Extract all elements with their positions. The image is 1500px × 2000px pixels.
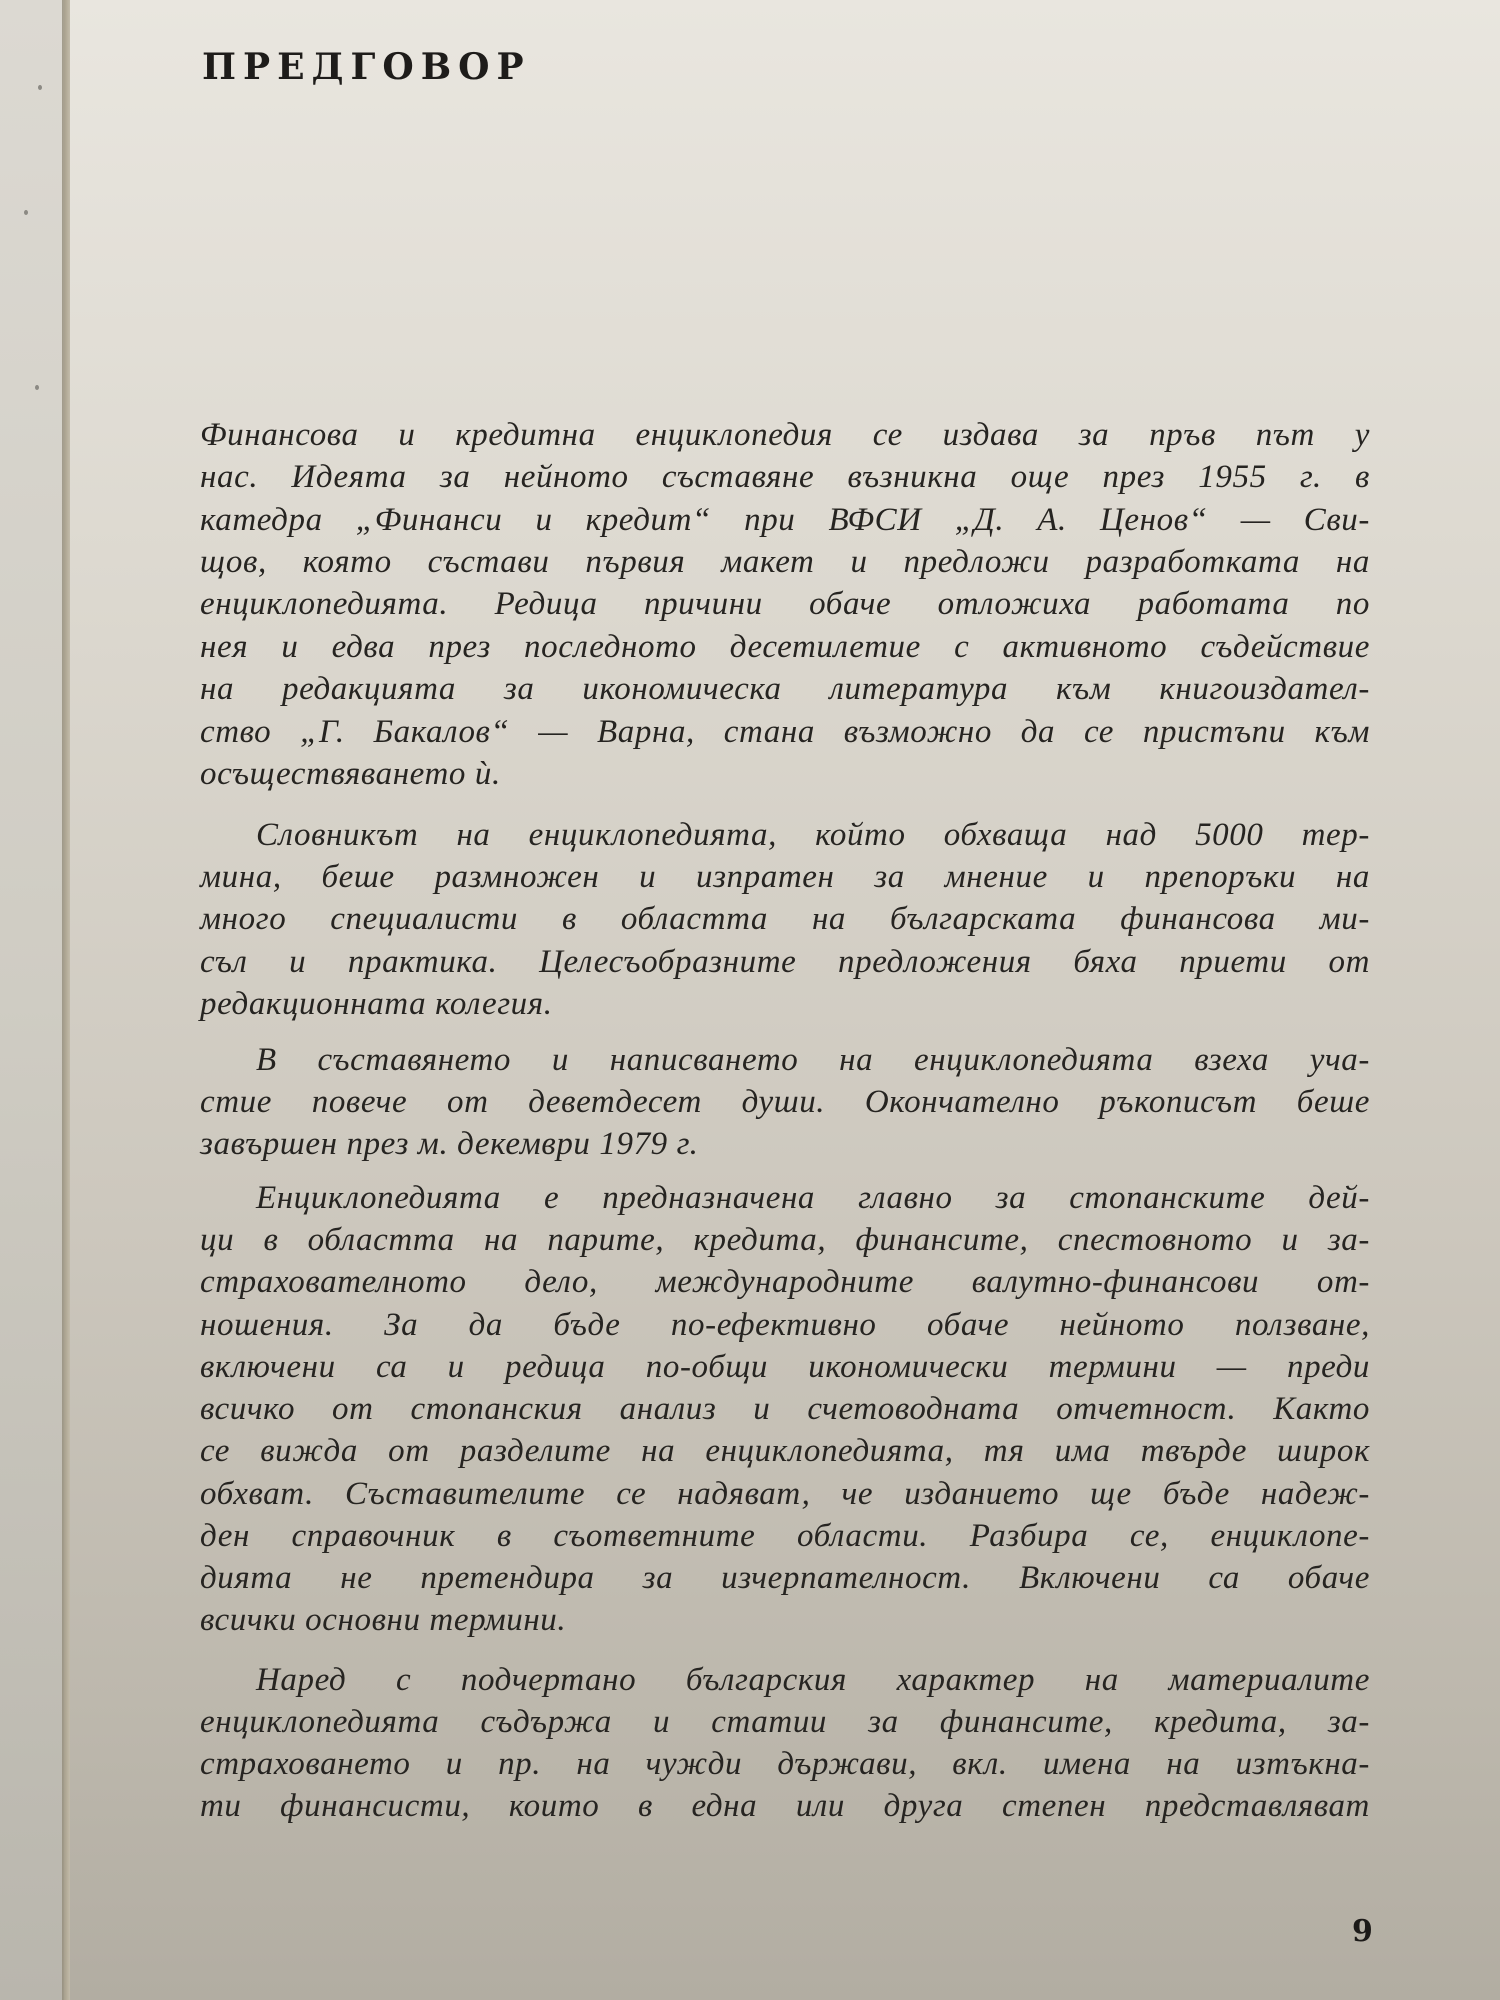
text-line: В съставянето и написването на енциклопедията взеха уча- [256, 1042, 1370, 1078]
text-line: всичко от стопанския анализ и счетоводната отчетност. Както [200, 1391, 1370, 1427]
text-line: стие повече от деветдесет души. Окончателно ръкописът беше [200, 1084, 1370, 1120]
text-line: ти финансисти, които в една или друга степен представляват [200, 1788, 1370, 1824]
text-line: ство „Г. Бакалов“ — Варна, стана възможно да се пристъпи към [200, 714, 1370, 750]
text-line: всички основни термини. [200, 1602, 567, 1638]
page-number: 9 [1352, 1914, 1373, 1949]
text-line: нас. Идеята за нейното съставяне възникна още през 1955 г. в [200, 459, 1370, 495]
text-line: на редакцията за икономическа литература към книгоиздател- [200, 671, 1370, 707]
text-line: се вижда от разделите на енциклопедията, тя има твърде широк [200, 1433, 1370, 1469]
text-line: страховането и пр. на чужди държави, вкл. имена на изтъкна- [200, 1746, 1370, 1782]
text-line: Финансова и кредитна енциклопедия се издава за пръв път у [200, 417, 1370, 453]
paper-speck [35, 385, 39, 390]
text-line: ден справочник в съответните области. Разбира се, енциклопе- [200, 1518, 1370, 1554]
text-line: щов, която състави първия макет и предложи разработката на [200, 544, 1370, 580]
paper-speck [24, 210, 28, 215]
page-title: ПРЕДГОВОР [202, 46, 531, 88]
text-line: мина, беше размножен и изпратен за мнение и препоръки на [200, 859, 1370, 895]
text-line: обхват. Съставителите се надяват, че изданието ще бъде надеж- [200, 1476, 1370, 1512]
text-line: страхователното дело, международните валутно-финансови от- [200, 1264, 1370, 1300]
text-line: включени са и редица по-общи икономически термини — преди [200, 1349, 1370, 1385]
text-line: енциклопедията съдържа и статии за финансите, кредита, за- [200, 1704, 1370, 1740]
text-line: завършен през м. декември 1979 г. [200, 1126, 699, 1162]
text-line: нея и едва през последното десетилетие с активното съдействие [200, 629, 1370, 665]
text-line: съл и практика. Целесъобразните предложения бяха приети от [200, 944, 1370, 980]
paper-speck [38, 85, 42, 90]
text-line: редакционната колегия. [200, 986, 553, 1022]
facing-page-edge [0, 0, 64, 2000]
text-line: дията не претендира за изчерпателност. Включени са обаче [200, 1560, 1370, 1596]
text-line: енциклопедията. Редица причини обаче отложиха работата по [200, 586, 1370, 622]
text-line: осъществяването ѝ. [200, 756, 501, 792]
text-line: катедра „Финанси и кредит“ при ВФСИ „Д. А. Ценов“ — Сви- [200, 502, 1370, 538]
text-line: ношения. За да бъде по-ефективно обаче нейното ползване, [200, 1307, 1370, 1343]
text-line: Наред с подчертано българския характер на материалите [256, 1662, 1370, 1698]
text-line: много специалисти в областта на българската финансова ми- [200, 901, 1370, 937]
text-line: Енциклопедията е предназначена главно за стопанските дей- [256, 1180, 1370, 1216]
text-line: ци в областта на парите, кредита, финансите, спестовното и за- [200, 1222, 1370, 1258]
text-line: Словникът на енциклопедията, който обхваща над 5000 тер- [256, 817, 1370, 853]
